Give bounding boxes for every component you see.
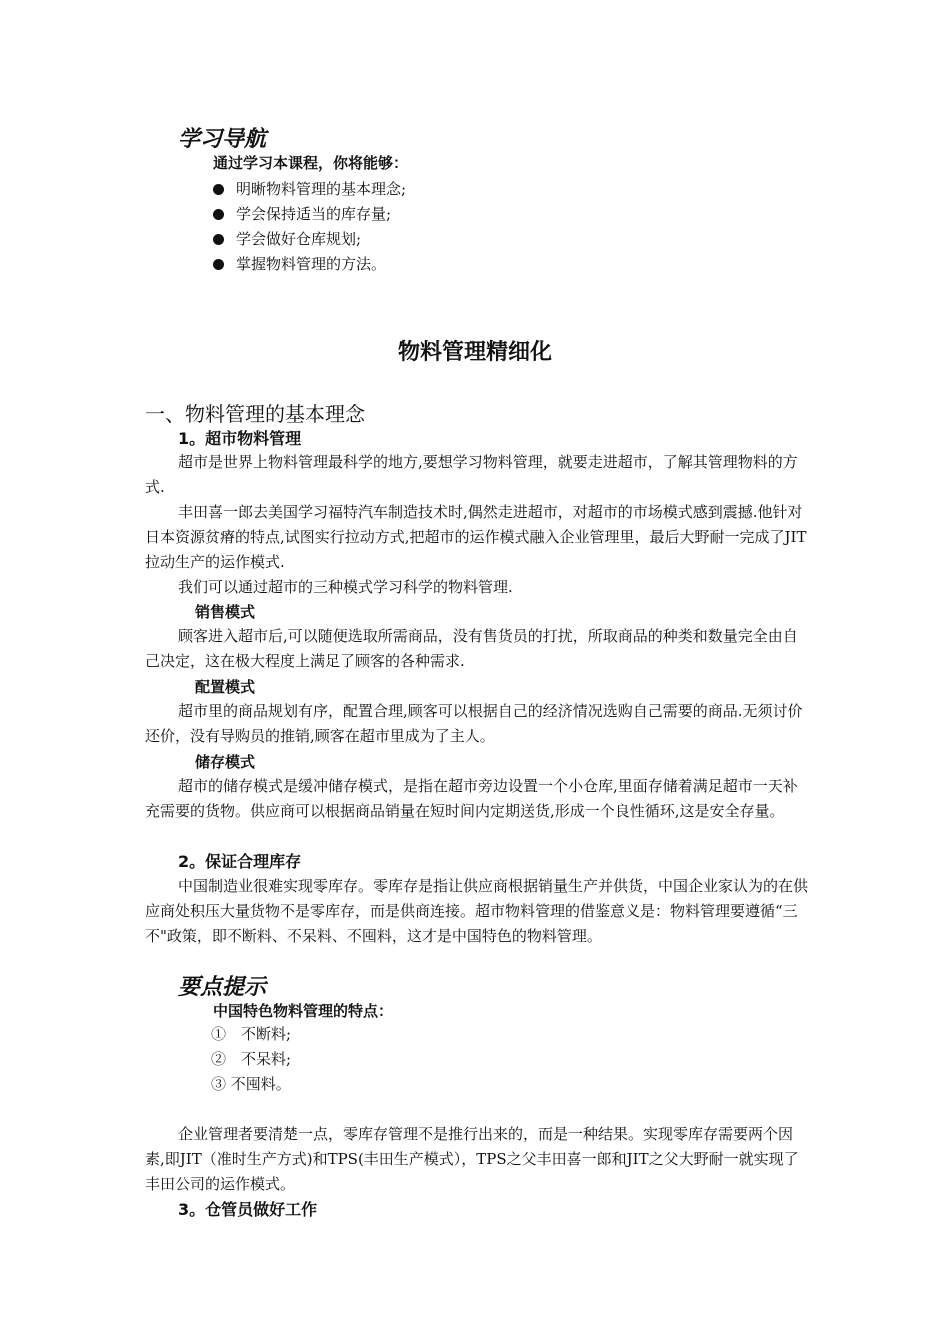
- subsection-heading: 3。仓管员做好工作: [178, 1200, 318, 1219]
- guide-item: 掌握物料管理的方法。: [213, 253, 386, 274]
- tips-item: ② 不呆料;: [211, 1050, 292, 1068]
- subsection-heading: 2。保证合理库存: [178, 852, 302, 871]
- guide-heading: 学习导航: [178, 126, 267, 152]
- mode-heading: 配置模式: [195, 678, 256, 696]
- tips-item: ① 不断料;: [211, 1025, 292, 1043]
- paragraph: 顾客进入超市后,可以随便选取所需商品，没有售货员的打扰，所取商品的种类和数量完全由自己决定，这在极大程度上满足了顾客的各种需求.: [145, 627, 798, 670]
- paragraph: 丰田喜一郎去美国学习福特汽车制造技术时,偶然走进超市，对超市的市场模式感到震撼.他针对日本资源贫瘠的特点,试图实行拉动方式,把超市的运作模式融入企业管理里，最后大野耐一完成了JIT拉动生产的运作模式.: [145, 503, 807, 571]
- tips-item: ③ 不囤料。: [211, 1075, 291, 1093]
- bullet-icon: [213, 209, 224, 220]
- mode-heading: 储存模式: [195, 753, 256, 771]
- tips-intro: 中国特色物料管理的特点：: [213, 1002, 394, 1020]
- guide-intro: 通过学习本课程，你将能够：: [213, 154, 409, 172]
- paragraph: 超市是世界上物料管理最科学的地方,要想学习物料管理，就要走进超市，了解其管理物料的方式.: [145, 453, 798, 496]
- tips-heading: 要点提示: [178, 974, 267, 1000]
- section-heading: 一、物料管理的基本理念: [145, 402, 365, 426]
- paragraph: 我们可以通过超市的三种模式学习科学的物料管理.: [178, 578, 513, 596]
- guide-item: 学会保持适当的库存量;: [213, 203, 391, 224]
- guide-item: 明晰物料管理的基本理念;: [213, 178, 406, 199]
- paragraph: 中国制造业很难实现零库存。零库存是指让供应商根据销量生产并供货，中国企业家认为的在供应商处积压大量货物不是零库存，而是供商连接。超市物料管理的借鉴意义是：物料管理要遵循“三不"政策，即不断料、不呆料、不囤料，这才是中国特色的物料管理。: [145, 877, 809, 945]
- subsection-heading: 1。超市物料管理: [178, 429, 302, 448]
- guide-item: 学会做好仓库规划;: [213, 228, 361, 249]
- bullet-icon: [213, 234, 224, 245]
- mode-heading: 销售模式: [195, 603, 256, 621]
- document-title: 物料管理精细化: [397, 340, 552, 365]
- paragraph: 企业管理者要清楚一点，零库存管理不是推行出来的，而是一种结果。实现零库存需要两个因素,即JIT（准时生产方式)和TPS(丰田生产模式），TPS之父丰田喜一郎和JIT之父大野耐一就实现了丰田公司的运作模式。: [145, 1125, 799, 1193]
- bullet-icon: [213, 259, 224, 270]
- bullet-icon: [213, 184, 224, 195]
- paragraph: 超市的储存模式是缓冲储存模式，是指在超市旁边设置一个小仓库,里面存储着满足超市一天补充需要的货物。供应商可以根据商品销量在短时间内定期送货,形成一个良性循环,这是安全存量。: [145, 777, 798, 820]
- paragraph: 超市里的商品规划有序，配置合理,顾客可以根据自己的经济情况选购自己需要的商品.无须讨价还价，没有导购员的推销,顾客在超市里成为了主人。: [145, 702, 803, 745]
